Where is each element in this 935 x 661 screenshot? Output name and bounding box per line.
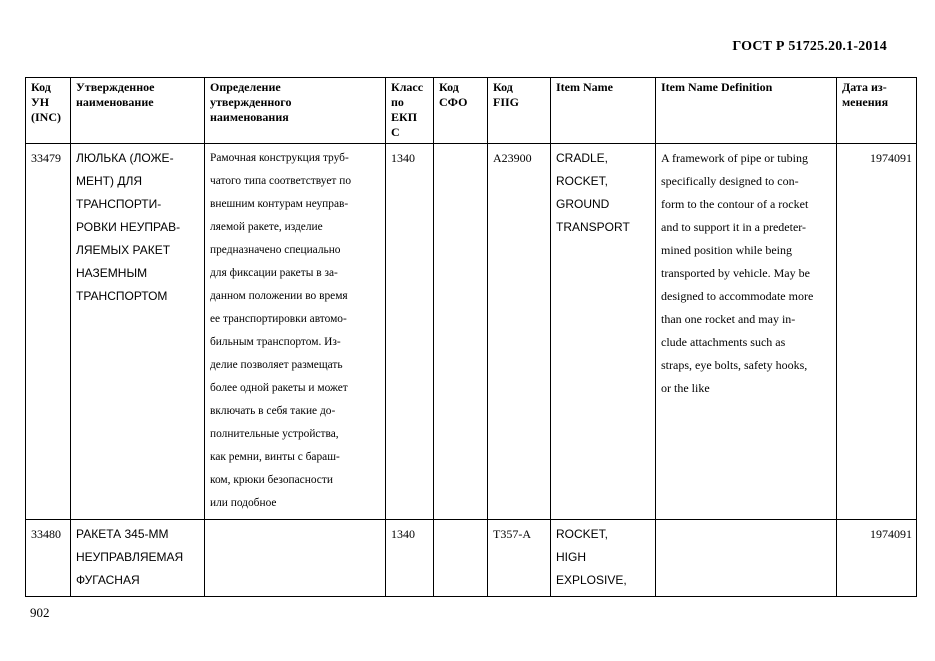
text-line: clude attachments such as [661,335,786,349]
cell-item-name [551,520,656,597]
text-line: как ремни, винты с бараш- [210,451,340,463]
text-line: EXPLOSIVE, [556,573,627,587]
text-line: более одной ракеты и может [210,382,348,394]
cell-item-name [551,144,656,520]
cell-approved-name [71,520,205,597]
text-line: РОВКИ НЕУПРАВ- [76,220,181,234]
text-line: HIGH [556,550,586,564]
text-line: Класс [391,80,424,94]
text-line: than one rocket and may in- [661,312,796,326]
text-line: ЛЯЕМЫХ РАКЕТ [76,243,171,257]
text-line: ком, крюки безопасности [210,474,333,486]
text-line: ROCKET, [556,174,609,188]
text-line: mined position while being [661,243,792,257]
text-line: designed to accommodate more [661,289,814,303]
text-line: ляемой ракете, изделие [210,221,323,233]
text-line: С [391,125,400,139]
cell-change-date: 1974091 [837,144,917,520]
text-line: TRANSPORT [556,220,630,234]
cell-definition [205,520,386,597]
text-line: НЕУПРАВЛЯЕМАЯ [76,550,184,564]
text-line: ФУГАСНАЯ [76,573,140,587]
text-line: straps, eye bolts, safety hooks, [661,358,808,372]
col-header-class [386,78,434,144]
cell-definition [205,144,386,520]
cell-inc: 33479 [26,144,71,520]
col-header-item-name-definition [656,78,837,144]
cell-class: 1340 [386,144,434,520]
cell-approved-name [71,144,205,520]
items-table [25,77,917,597]
page-number: 902 [30,605,50,620]
cell-fiig: A23900 [488,144,551,520]
text-line: ЕКП [391,110,418,124]
text-line: specifically designed to con- [661,174,799,188]
text-line: Код [439,80,459,94]
cell-item-name-definition [656,520,837,597]
text-line: Код [493,80,513,94]
text-line: or the like [661,381,710,395]
text-line: наименования [210,110,289,124]
text-line: ТРАНСПОРТОМ [76,289,168,303]
col-header-sfo [434,78,488,144]
cell-change-date: 1974091 [837,520,917,597]
text-line: полнительные устройства, [210,428,339,440]
col-header-item-name [551,78,656,144]
text-line: (INC) [31,110,61,124]
text-line: ROCKET, [556,527,609,541]
text-line: включать в себя такие до- [210,405,336,417]
text-line: предназначено специально [210,244,341,256]
table-row [26,520,917,597]
cell-sfo [434,520,488,597]
text-line: ее транспортировки автомо- [210,313,347,325]
text-line: данном положении во время [210,290,348,302]
table-row [26,144,917,520]
document-header: ГОСТ Р 51725.20.1-2014 [732,39,887,54]
text-line: УН [31,95,50,109]
col-header-inc [26,78,71,144]
col-header-definition [205,78,386,144]
text-line: для фиксации ракеты в за- [210,267,338,279]
text-line: наименование [76,95,154,109]
text-line: НАЗЕМНЫМ [76,266,148,280]
text-line: чатого типа соответствует по [210,175,352,187]
cell-class: 1340 [386,520,434,597]
table-header-row [26,78,917,144]
text-line: GROUND [556,197,610,211]
text-line: Утвержденное [76,80,155,94]
cell-inc: 33480 [26,520,71,597]
col-header-change-date [837,78,917,144]
text-line: ТРАНСПОРТИ- [76,197,162,211]
text-line: или подобное [210,497,277,509]
text-line: Дата из- [842,80,887,94]
text-line: Рамочная конструкция труб- [210,152,349,164]
col-header-fiig [488,78,551,144]
text-line: внешним контурам неуправ- [210,198,349,210]
text-line: МЕНТ) ДЛЯ [76,174,142,188]
text-line: Определение [210,80,281,94]
text-line: Item Name [556,80,613,94]
text-line: бильным транспортом. Из- [210,336,341,348]
text-line: ЛЮЛЬКА (ЛОЖЕ- [76,151,174,165]
text-line: form to the contour of a rocket [661,197,809,211]
text-line: CRADLE, [556,151,609,165]
text-line: СФО [439,95,468,109]
text-line: менения [842,95,889,109]
text-line: РАКЕТА 345-ММ [76,527,169,541]
text-line: FIIG [493,95,520,109]
col-header-approved-name [71,78,205,144]
text-line: and to support it in a predeter- [661,220,807,234]
text-line: Код [31,80,51,94]
text-line: утвержденного [210,95,292,109]
cell-item-name-definition [656,144,837,520]
text-line: делие позволяет размещать [210,359,343,371]
cell-sfo [434,144,488,520]
text-line: A framework of pipe or tubing [661,151,808,165]
text-line: transported by vehicle. May be [661,266,810,280]
cell-fiig: T357-A [488,520,551,597]
text-line: по [391,95,404,109]
text-line: Item Name Definition [661,80,773,94]
